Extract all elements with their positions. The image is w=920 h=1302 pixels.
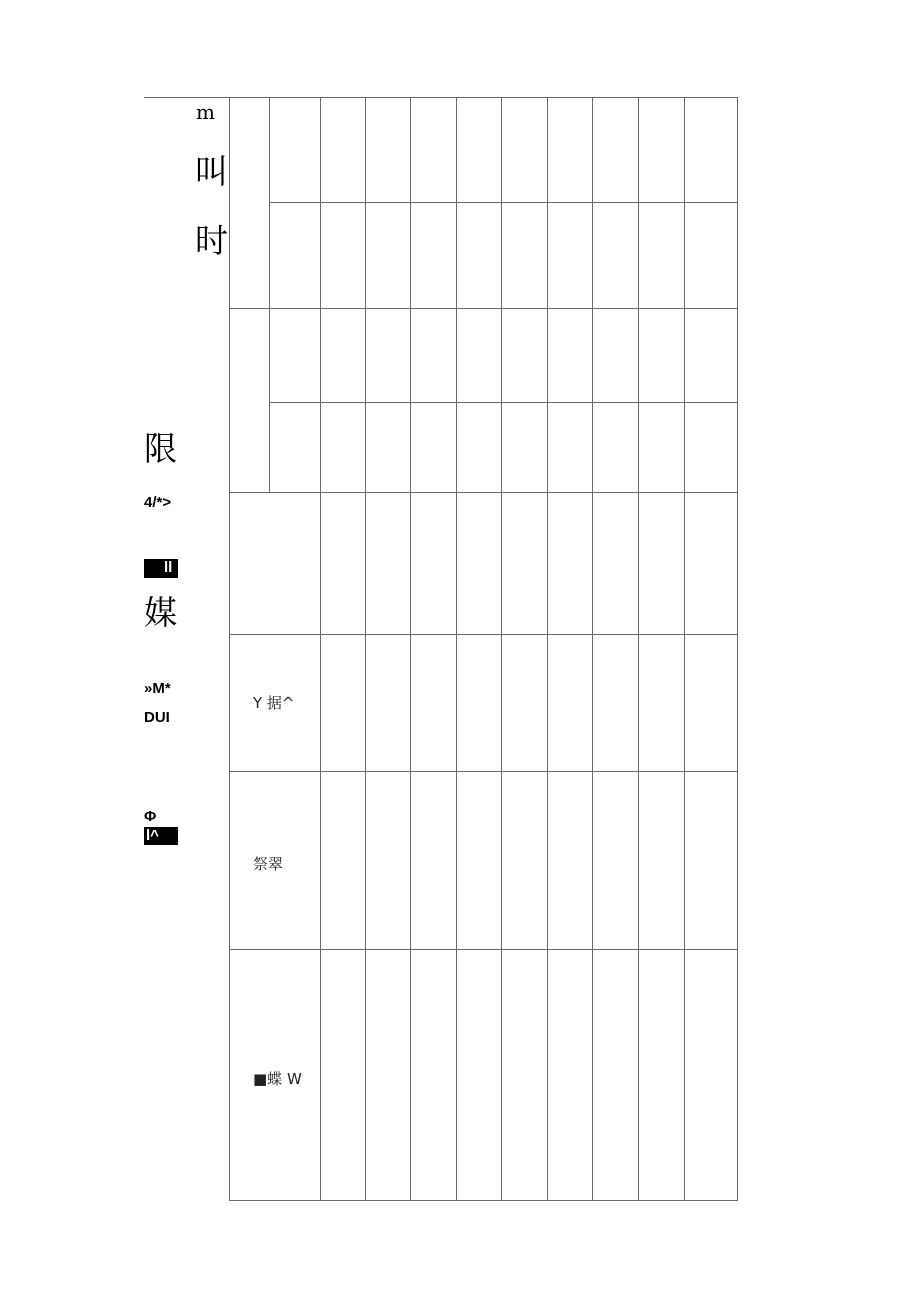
margin-black-bar-1: ll [144, 559, 178, 578]
table-column-line [592, 97, 593, 1201]
margin-code-1: 4/*> [144, 494, 172, 511]
table-column-line [684, 97, 685, 1201]
margin-char-shi: 时 [195, 221, 228, 260]
table-column-line [320, 97, 321, 1201]
margin-code-3: DUI [144, 709, 170, 726]
table-row-label: Y 据^ [253, 694, 295, 712]
table-column-line [501, 97, 502, 1201]
table-top-border [144, 97, 738, 98]
table-divider [229, 308, 738, 309]
table-divider [229, 771, 738, 772]
table-row-label: ■蝶 W [253, 1070, 302, 1088]
table-column-line [410, 97, 411, 1201]
margin-phi: Φ [144, 808, 157, 825]
table-column-line [365, 97, 366, 1201]
table-column-line [269, 97, 270, 493]
table-row-label: 祭翠 [253, 855, 284, 873]
margin-label-m: m [196, 100, 215, 124]
margin-black-bar-2: l^ [144, 827, 178, 845]
table-divider [269, 402, 738, 403]
margin-char-jiao: 叫 [195, 152, 228, 191]
table-divider [269, 202, 738, 203]
table-divider [229, 492, 738, 493]
table-column-line [456, 97, 457, 1201]
margin-char-xian: 限 [144, 429, 177, 468]
margin-code-2: »M* [144, 680, 171, 697]
table-bottom-border [229, 1200, 738, 1201]
table-column-line [638, 97, 639, 1201]
table-right-border [737, 97, 738, 1201]
table-left-border [229, 97, 230, 1201]
table-divider [229, 634, 738, 635]
margin-char-mei: 媒 [144, 593, 177, 632]
table-column-line [547, 97, 548, 1201]
table-divider [229, 949, 738, 950]
